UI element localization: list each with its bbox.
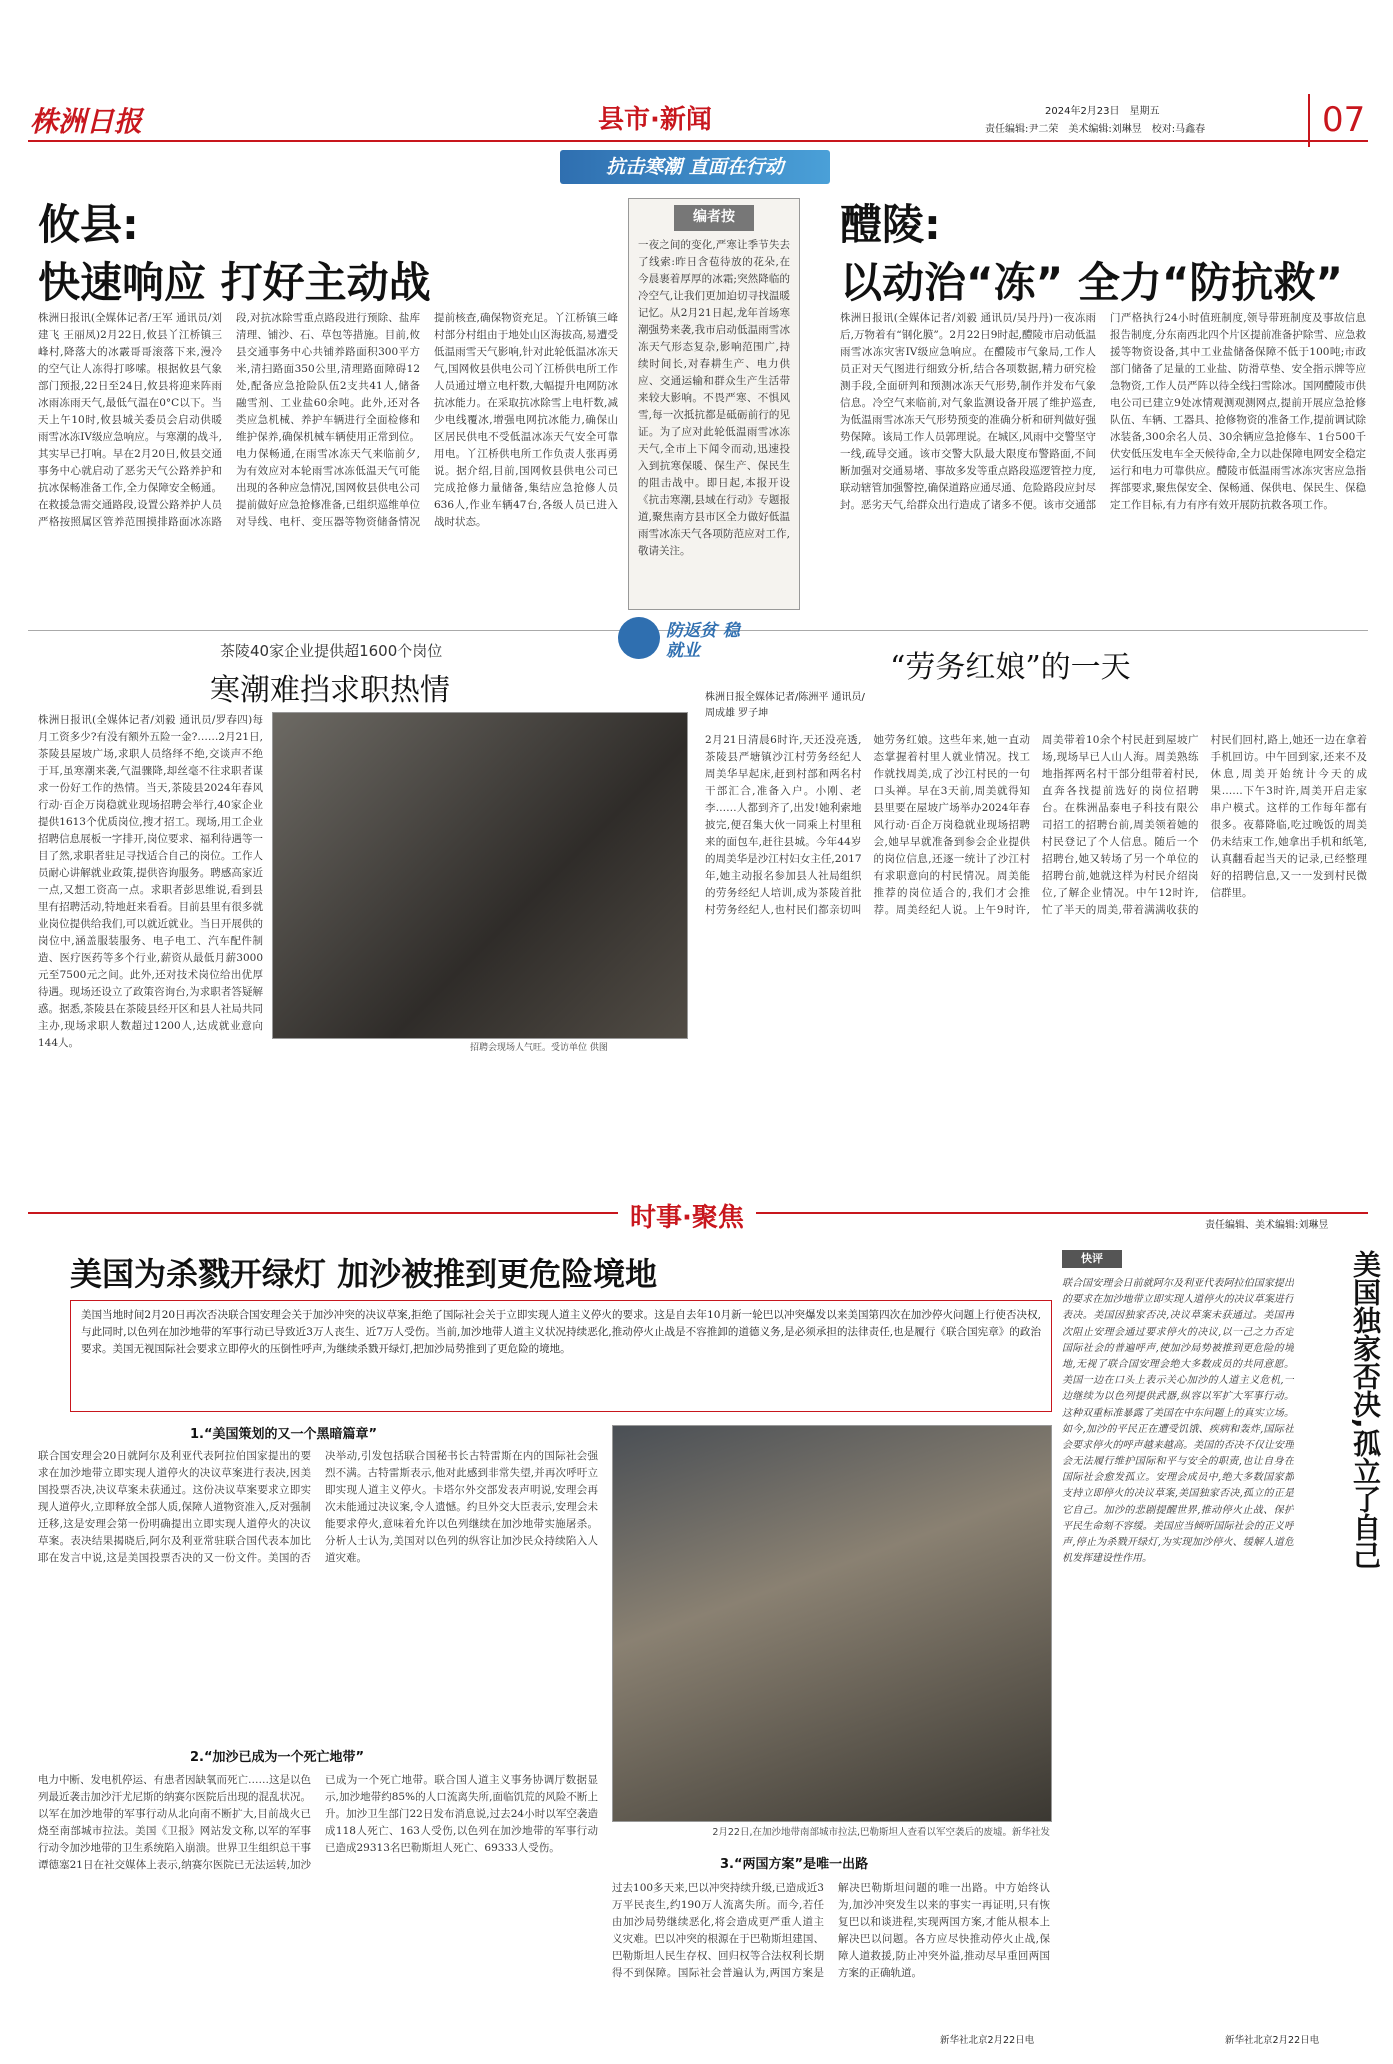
gaza-lede-box xyxy=(70,1300,1052,1412)
liling-body: 株洲日报讯(全媒体记者/刘毅 通讯员/吴丹丹)一夜冻雨后,万物着有“钢化膜”。2月22日9时起,醴陵市启动低温雨雪冰冻灾害IV级应急响应。在醴陵市气象局,工作人员正对天气图进行细致分析,结合各项数据,精力研究检测手段,全面研判和预测冰冻天气形势,制作并发布气象信息。冷空气来临前,对气象监测设备开展了维护巡查,为低温雨雪冰冻天气形势预变的准确分析和研判做好强势保障。该局工作人员郭理说。在城区,风雨中交警坚守一线,疏导交通。该市交警大队最大限度布警路面,不间断加强对交通易堵、事故多发等重点路段巡逻管控力度,联动辖管加强警控,确保道路应通尽通、危险路段应封尽封。恶劣天气,给群众出行造成了诸多不便。该市交通部门严格执行24小时值班制度,领导带班制度及事故信息报告制度,分东南西北四个片区提前准备护除雪、应急救援等物资设备,其中工业盐储备保障不低于100吨;市政部门储备了足量的工业盐、防滑草垫、安全指示牌等应急物资,工作人员严阵以待全线扫雪除冰。国网醴陵市供电公司已建立9处冰情观测观测网点,提前开展应急抢修队伍、车辆、工器具、抢修物资的准备工作,提前调试除冰装备,300余名人员、30余辆应急抢修车、1台500千伏安低压发电车全天候待命,全力以赴保障电网安全稳定运行和电力可靠供应。醴陵市低温雨雪冰冻灾害应急指挥部要求,聚焦保安全、保畅通、保供电、保民生、保稳定工作目标,有力有序有效开展防抗救各项工作。 xyxy=(840,312,1366,511)
jobs-left-headline: 寒潮难挡求职热情 xyxy=(210,673,450,708)
gaza-sec3-title: 3.“两国方案”是唯一出路 xyxy=(720,1857,869,1872)
commentary-label xyxy=(1062,1250,1122,1268)
youxian-body: 株洲日报讯(全媒体记者/王军 通讯员/刘建飞 王丽凤)2月22日,攸县丫江桥镇三峰村,降落大的冰霰哥哥滚落下来,漫冷的空气让人冻得打哆嗦。根据攸县气象部门预报,22日至24日,攸县将迎来阵雨冰雨冻雨天气,最低气温在0°C以下。当天上午10时,攸县城关委员会启动供暖雨雪冰冻IV级应急响应。与寒潮的战斗,其实早已打响。早在2月20日,攸县交通事务中心就启动了恶劣天气公路养护和抗冰保畅准备工作,全力保障安全畅通。在救援急需交通路段,设置公路养护人员严格按照属区管养范围摸排路面冰冻路段,对抗冰除雪重点路段进行预除、盐库清理、铺沙、石、草包等措施。目前,攸县交通事务中心共铺养路面积300平方米,清扫路面350公里,清理路面障碍12处,配备应急抢险队伍2支共41人,储备融雪剂、工业盐60余吨。此外,还对各类应急机械、养护车辆进行全面检修和维护保养,确保机械车辆使用正常到位。电力保畅通,在雨雪冰冻天气来临前夕,为有效应对本轮雨雪冰冻低温天气可能出现的各种应急情况,国网攸县供电公司提前做好应急抢修准备,已组织巡维单位对导线、电杆、变压器等物资储备情况提前核查,确保物资充足。丫江桥镇三峰村部分村组由于地处山区海拔高,易遭受低温雨雪天气影响,针对此轮低温冰冻天气,国网攸县供电公司丫江桥供电所工作人员通过增立电杆数,大幅提升电网防冰抗冰能力。在采取抗冰除雪上电杆数,减少电线覆冰,增强电网抗冰能力,确保山区居民供电不受低温冰冻天气安全可靠用电。丫江桥供电所工作负责人张再勇说。据介绍,目前,国网攸县供电公司已完成抢修力量储备,集结应急抢修人员636人,作业车辆47台,各级人员已进入战时状态。 xyxy=(38,312,618,528)
jobs-left-body-col1: 株洲日报讯(全媒体记者/刘毅 通讯员/罗春四)每月工资多少?有没有额外五险一金?……2月21日,茶陵县屋坡广场,求职人员络绎不绝,交谈声不绝于耳,虽寒潮来袭,气温骤降,却丝毫不往求职者谋求一份好工作的热情。当天,茶陵县2024年春风行动·百企万岗稳就业现场招聘会举行,40家企业提供1613个优质岗位,搜才招工。现场,用工企业招聘信息展板一字排开,岗位要求、福利待遇等一目了然,求职者驻足寻找适合自己的岗位。工作人员耐心讲解就业政策,提供咨询服务。聘感高家近一点,又想工资高一点。求职者彭思维说,看到县里有招聘活动,特地赶来看看。目前县里有很多就业岗位提供给我们,可以就近就业。当日开展供的岗位中,涵盖服装服务、电子电工、汽车配件制造、医疗医药等多个行业,薪资从最低月薪3000元至7500元之间。此外,还对技术岗位给出优厚待遇。现场还设立了政策咨询台,为求职者答疑解惑。据悉,茶陵县在茶陵县经开区和县人社局共同主办,现场求职人数超过1200人,达成就业意向144人。 xyxy=(38,714,263,1049)
jobs-banner xyxy=(618,615,768,663)
section-header: 县市·新闻 xyxy=(598,105,712,135)
page-number: 07 xyxy=(1308,94,1365,147)
jobs-right-byline: 株洲日报全媒体记者/陈洲平 通讯员/周成雄 罗子坤 xyxy=(705,692,865,719)
job-fair-photo-caption: 招聘会现场人气旺。受访单位 供图 xyxy=(470,1043,608,1053)
current-affairs-section: 时事·聚焦 xyxy=(618,1198,756,1238)
gaza-ruins-photo xyxy=(612,1425,1052,1822)
jobs-banner-label: 防返贫 稳就业 xyxy=(666,621,740,661)
jobs-right-body: 2月21日清晨6时许,天还没亮透,茶陵县严塘镇沙江村劳务经纪人周美华早起床,赶到村部和两名村干部汇合,准备入户。小刚、老李……人都到齐了,出发!她利索地披完,便召集大伙一同乘上村里租来的面包车,赶往县城。今年44岁的周美华是沙江村妇女主任,2017年,她主动报名参加县人社局组织的劳务经纪人培训,成为茶陵首批村劳务经纪人,也村民们都亲切叫她劳务红娘。这些年来,她一直动态掌握着村里人就业情况。找工作就找周美,成了沙江村民的一句口头禅。早在3天前,周美就得知县里要在屋坡广场举办2024年春风行动·百企万岗稳就业现场招聘会,她早早就准备到参会企业提供的岗位信息,还逐一统计了沙江村有求职意向的村民情况。周美能推荐的岗位适合的,我们才会推荐。周美经纪人说。上午9时许,周美带着10余个村民赶到屋坡广场,现场早已人山人海。周美熟练地指挥两名村干部分组带着村民,直奔各找提前选好的岗位招聘台。在株洲晶泰电子科技有限公司招工的招聘台前,周美领着她的村民登记了个人信息。随后一个招聘台,她又转场了另一个单位的招聘台前,她就这样为村民介绍岗位,了解企业情况。中午12时许,忙了半天的周美,带着满满收获的村民们回村,路上,她还一边在拿着手机回访。中午回到家,还来不及休息,周美开始统计今天的成果……下午3时许,周美开启走家串户模式。这样的工作每年都有很多。夜幕降临,吃过晚饭的周美仍未结束工作,她拿出手机和纸笔,认真翻看起当天的记录,已经整理好的招聘信息,又一一发到村民微信群里。 xyxy=(705,734,1367,916)
current-affairs-editors: 责任编辑、美术编辑:刘琳昱 xyxy=(1205,1220,1329,1231)
liling-headline: 以动治“冻” 全力“防抗救” xyxy=(840,258,1344,307)
gaza-sec2-body: 电力中断、发电机停运、有患者因缺氧而死亡……这是以色列最近袭击加沙汗尤尼斯的纳赛尔医院后出现的混乱状况。以军在加沙地带的军事行动从北向南不断扩大,目前战火已烧至南部城市拉法。美国《卫报》网站发文称,以军的军事行动令加沙地带的卫生系统陷入崩溃。世界卫生组织总干事谭德塞21日在社交媒体上表示,纳赛尔医院已无法运转,加沙已成为一个死亡地带。联合国人道主义事务协调厅数据显示,加沙地带约85%的人口流离失所,面临饥荒的风险不断上升。加沙卫生部门22日发布消息说,过去24小时以军空袭造成118人死亡、163人受伤,以色列在加沙地带的军事行动已造成29313名巴勒斯坦人死亡、69333人受伤。 xyxy=(38,1774,598,1871)
jobs-left-overline: 茶陵40家企业提供超1600个岗位 xyxy=(220,642,443,660)
newspaper-logo: 株洲日报 xyxy=(30,105,143,138)
person-icon xyxy=(618,617,660,659)
jobs-right-headline: “劳务红娘”的一天 xyxy=(890,650,1131,685)
commentary-label-text: 快评 xyxy=(1081,1252,1103,1265)
issue-date: 2024年2月23日 星期五 xyxy=(1045,106,1160,117)
editor-note-label: 编者按 xyxy=(674,205,754,231)
editor-note-box xyxy=(628,198,800,610)
gaza-dateline: 新华社北京2月22日电 xyxy=(940,2035,1035,2046)
gaza-photo-caption: 2月22日,在加沙地带南部城市拉法,巴勒斯坦人查看以军空袭后的废墟。新华社发 xyxy=(712,1827,1050,1838)
youxian-headline: 快速响应 打好主动战 xyxy=(38,258,431,307)
jobs-left-body-tail xyxy=(272,1062,686,1192)
gaza-sec1-title: 1.“美国策划的又一个黑暗篇章” xyxy=(190,1427,378,1442)
special-banner xyxy=(560,150,830,184)
commentary-headline: 美国独家否决,孤立了自己 xyxy=(1349,1250,1382,1569)
gaza-sec2-title: 2.“加沙已成为一个死亡地带” xyxy=(190,1750,365,1765)
editor-note-body: 一夜之间的变化,严寒让季节失去了线索:昨日含苞待放的花朵,在今晨裹着厚厚的冰霜;突然降临的冷空气,让我们更加迫切寻找温暖记忆。从2月21日起,龙年首场寒潮强势来袭,我市启动低温雨雪冰冻天气形态复杂,影响范围广,持续时间长,对春耕生产、电力供应、交通运输和群众生产生活带来较大影响。不畏严寒、不惧风雪,每一次抵抗都是砥砺前行的见证。为了应对此轮低温雨雪冰冻天气,全市上下闻令而动,迅速投入到抗寒保暖、保生产、保民生的阻击战中。即日起,本报开设《抗击寒潮,县域在行动》专题报道,聚焦南方县市区全力做好低温雨雪冰冻天气各项防范应对工作,敬请关注。 xyxy=(638,238,790,557)
commentary-body: 联合国安理会日前就阿尔及利亚代表阿拉伯国家提出的要求在加沙地带立即实现人道停火的决议草案进行表决。美国因独家否决,决议草案未获通过。美国再次阻止安理会通过要求停火的决议,以一己之力否定国际社会的普遍呼声,使加沙局势被推到更危险的境地,无视了联合国安理会绝大多数成员的共同意愿。美国一边在口头上表示关心加沙的人道主义危机,一边继续为以色列提供武器,纵容以军扩大军事行动。这种双重标准暴露了美国在中东问题上的真实立场。如今,加沙的平民正在遭受饥饿、疾病和轰炸,国际社会要求停火的呼声越来越高。美国的否决不仅让安理会无法履行维护国际和平与安全的职责,也让自身在国际社会愈发孤立。安理会成员中,绝大多数国家都支持立即停火的决议草案,美国独家否决,孤立的正是它自己。加沙的悲剧提醒世界,推动停火止战、保护平民生命刻不容缓。美国应当倾听国际社会的正义呼声,停止为杀戮开绿灯,为实现加沙停火、缓解人道危机发挥建设性作用。 xyxy=(1062,1278,1294,1565)
masthead-rule xyxy=(28,140,1368,142)
youxian-kicker: 攸县: xyxy=(38,200,139,249)
special-banner-label: 抗击寒潮 直面在行动 xyxy=(606,156,784,178)
commentary-dateline: 新华社北京2月22日电 xyxy=(1225,2035,1320,2046)
gaza-lede: 美国当地时间2月20日再次否决联合国安理会关于加沙冲突的决议草案,拒绝了国际社会关于立即实现人道主义停火的要求。这是自去年10月新一轮巴以冲突爆发以来美国第四次在加沙停火问题上行使否决权,与此同时,以色列在加沙地带的军事行动已导致近3万人丧生、近7万人受伤。当前,加沙地带人道主义状况持续恶化,推动停火止战是不容推卸的道德义务,是必须承担的法律责任,也是履行《联合国宪章》的政治要求。美国无视国际社会要求立即停火的压倒性呼声,为继续杀戮开绿灯,把加沙局势推到了更危险的境地。 xyxy=(81,1309,1041,1355)
job-fair-photo xyxy=(272,712,688,1039)
page-editors: 责任编辑:尹二荣 美术编辑:刘琳昱 校对:马鑫春 xyxy=(985,124,1206,135)
gaza-sec1-body: 联合国安理会20日就阿尔及利亚代表阿拉伯国家提出的要求在加沙地带立即实现人道停火的决议草案进行表决,因美国投票否决,决议草案未获通过。这份决议草案要求立即实现人道停火,立即释放全部人质,保障人道物资准入,反对强制迁移,这是安理会第一份明确提出立即实现人道停火的决议草案。表决结果揭晓后,阿尔及利亚常驻联合国代表本加比耶在发言中说,这是美国投票否决的又一份文件。美国的否决举动,引发包括联合国秘书长古特雷斯在内的国际社会强烈不满。古特雷斯表示,他对此感到非常失望,并再次呼吁立即实现人道主义停火。卡塔尔外交部发表声明说,安理会再次未能通过决议案,令人遗憾。约旦外交大臣表示,安理会未能要求停火,意味着允许以色列继续在加沙地带实施屠杀。分析人士认为,美国对以色列的纵容让加沙民众持续陷入人道灾难。 xyxy=(38,1450,598,1564)
liling-kicker: 醴陵: xyxy=(840,200,941,249)
gaza-sec3-body: 过去100多天来,巴以冲突持续升级,已造成近3万平民丧生,约190万人流离失所。而今,若任由加沙局势继续恶化,将会造成更严重人道主义灾难。巴以冲突的根源在于巴勒斯坦建国、巴勒斯坦人民生存权、回归权等合法权利长期得不到保障。国际社会普遍认为,两国方案是解决巴勒斯坦问题的唯一出路。中方始终认为,加沙冲突发生以来的事实一再证明,只有恢复巴以和谈进程,实现两国方案,才能从根本上解决巴以问题。各方应尽快推动停火止战,保障人道救援,防止冲突外溢,推动尽早重回两国方案的正确轨道。 xyxy=(612,1882,1050,1979)
gaza-headline: 美国为杀戮开绿灯 加沙被推到更危险境地 xyxy=(70,1255,658,1293)
